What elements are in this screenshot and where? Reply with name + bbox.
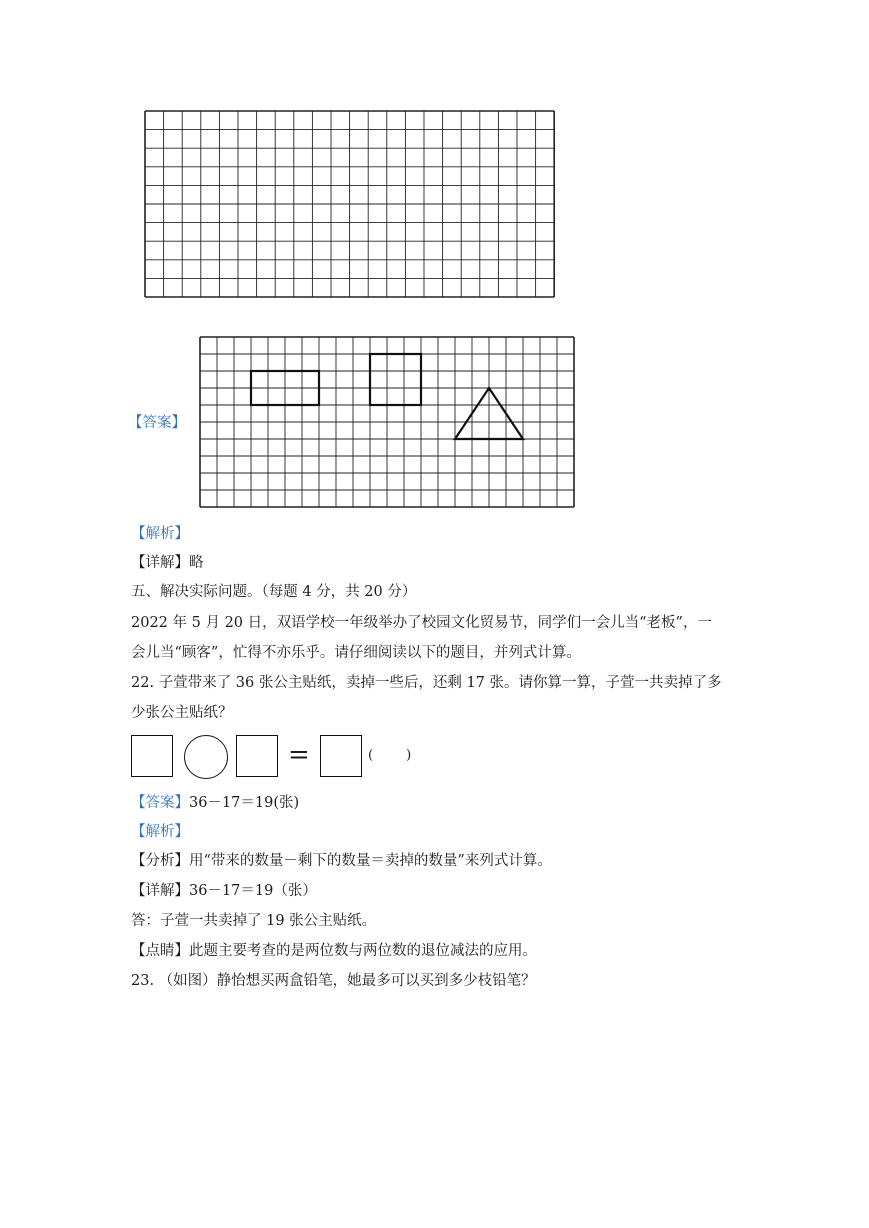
equals-sign: = bbox=[288, 740, 310, 770]
empty-grid bbox=[144, 110, 556, 302]
q22-line-1: 22. 子萱带来了 36 张公主贴纸，卖掉一些后，还剩 17 张。请你算一算，子萱一共卖掉了多 bbox=[131, 675, 722, 691]
q22-dianjing-label: 【点睛】 bbox=[131, 943, 189, 959]
q22-reply: 答：子萱一共卖掉了 19 张公主贴纸。 bbox=[131, 913, 377, 929]
detail-line-1 bbox=[131, 553, 204, 573]
section-5-title: 五、解决实际问题。（每题 4 分，共 20 分） bbox=[131, 584, 417, 600]
q22-analysis-label: 【解析】 bbox=[131, 824, 189, 840]
q22-fenxi-label: 【分析】 bbox=[131, 853, 189, 869]
answer-label: 【答案】 bbox=[128, 415, 186, 431]
operator-circle bbox=[184, 735, 228, 779]
result-box bbox=[320, 735, 362, 777]
q22-detail bbox=[131, 881, 317, 901]
q22-dianjing-text: 此题主要考查的是两位数与两位数的退位减法的应用。 bbox=[189, 943, 537, 959]
q22-dianjing bbox=[131, 941, 537, 961]
operand-box-2 bbox=[236, 735, 278, 777]
q23-line-1: 23. （如图）静怡想买两盒铅笔，她最多可以买到多少枝铅笔？ bbox=[131, 973, 536, 989]
answer-grid bbox=[199, 336, 577, 510]
q22-answer-label: 【答案】 bbox=[131, 795, 189, 811]
q22-answer bbox=[131, 793, 299, 813]
grid-lines bbox=[200, 337, 574, 507]
q22-detail-text: 36－17＝19（张） bbox=[189, 883, 317, 899]
grid-lines bbox=[145, 111, 554, 297]
intro-line-1: 2022 年 5 月 20 日，双语学校一年级举办了校园文化贸易节，同学们一会儿当“老板”，一 bbox=[131, 615, 712, 631]
analysis-label-1: 【解析】 bbox=[131, 526, 189, 542]
detail-text: 略 bbox=[189, 555, 204, 571]
q22-line-2: 少张公主贴纸？ bbox=[131, 705, 233, 721]
q22-answer-text: 36－17＝19(张) bbox=[189, 795, 300, 811]
q22-fenxi bbox=[131, 851, 552, 871]
q22-detail-label: 【详解】 bbox=[131, 883, 189, 899]
q22-fenxi-text: 用“带来的数量－剩下的数量＝卖掉的数量”来列式计算。 bbox=[189, 853, 552, 869]
detail-label: 【详解】 bbox=[131, 555, 189, 571]
operand-box-1 bbox=[131, 735, 173, 777]
unit-paren: ( ) bbox=[368, 748, 412, 763]
intro-line-2: 会儿当“顾客”，忙得不亦乐乎。请仔细阅读以下的题目，并列式计算。 bbox=[131, 645, 581, 661]
square-shape bbox=[370, 354, 421, 405]
